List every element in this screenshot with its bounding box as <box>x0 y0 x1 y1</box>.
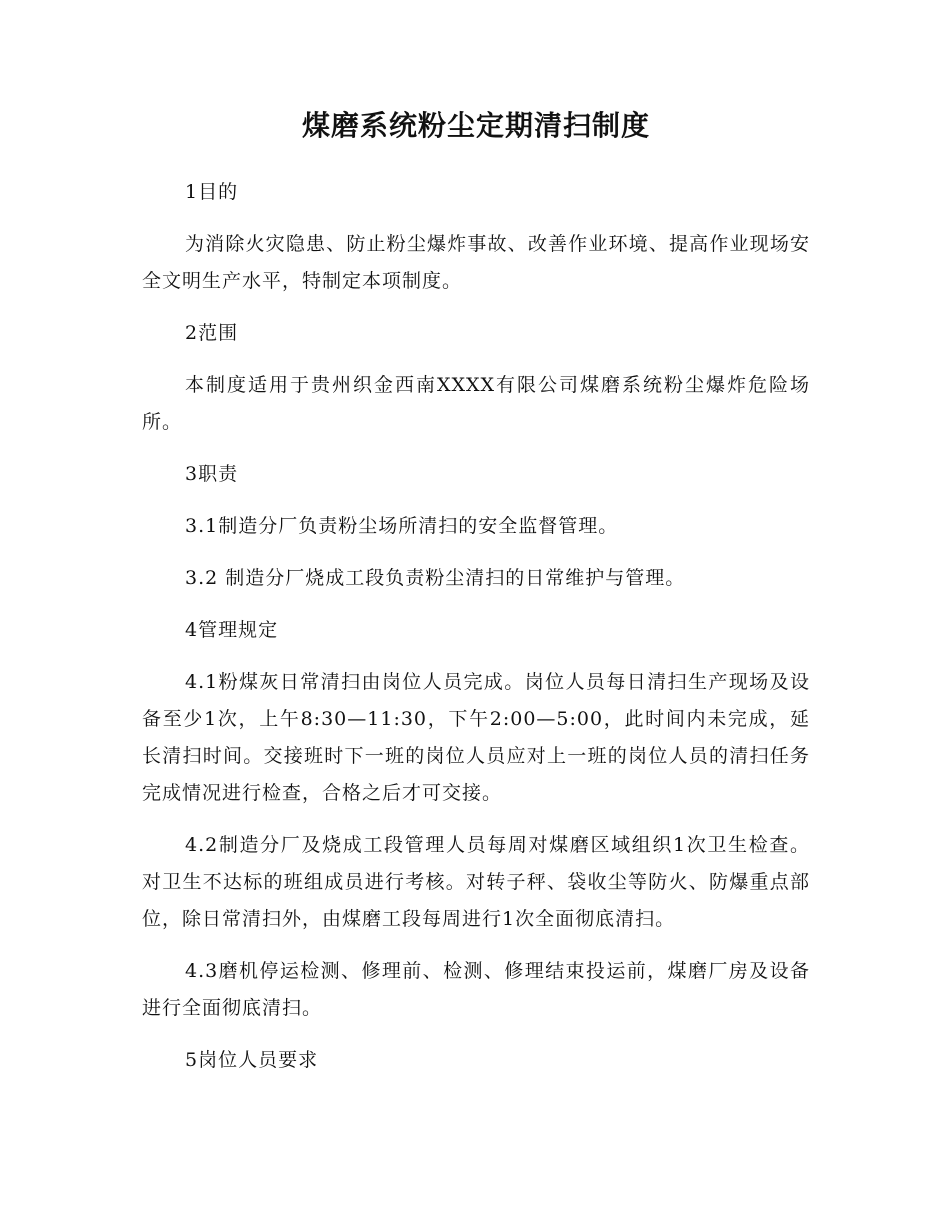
clause-4-2: 4.2制造分厂及烧成工段管理人员每周对煤磨区域组织1次卫生检查。对卫生不达标的班组成员进行考核。对转子秤、袋收尘等防火、防爆重点部位，除日常清扫外，由煤磨工段每周进行1次全面彻底清扫。 <box>142 834 810 931</box>
section-heading-management: 4管理规定 <box>185 619 279 642</box>
clause-4-1: 4.1粉煤灰日常清扫由岗位人员完成。岗位人员每日清扫生产现场及设备至少1次，上午8:30—11:30，下午2:00—5:00，此时间内未完成，延长清扫时间。交接班时下一班的岗位人员应对上一班的岗位人员的清扫任务完成情况进行检查，合格之后才可交接。 <box>142 671 810 805</box>
document-title: 煤磨系统粉尘定期清扫制度 <box>301 109 650 142</box>
section-heading-purpose: 1目的 <box>185 181 239 204</box>
section-heading-scope: 2范围 <box>185 322 239 345</box>
clause-3-1: 3.1制造分厂负责粉尘场所清扫的安全监督管理。 <box>185 515 619 538</box>
document-page <box>142 108 810 1094</box>
clause-4-3: 4.3磨机停运检测、修理前、检测、修理结束投运前，煤磨厂房及设备进行全面彻底清扫。 <box>142 960 810 1020</box>
paragraph-purpose: 为消除火灾隐患、防止粉尘爆炸事故、改善作业环境、提高作业现场安全文明生产水平，特制定本项制度。 <box>142 233 810 293</box>
section-heading-staff-requirements: 5岗位人员要求 <box>185 1049 319 1072</box>
paragraph-scope: 本制度适用于贵州织金西南XXXX有限公司煤磨系统粉尘爆炸危险场所。 <box>142 374 810 434</box>
clause-3-2: 3.2 制造分厂烧成工段负责粉尘清扫的日常维护与管理。 <box>185 567 686 590</box>
section-heading-responsibilities: 3职责 <box>185 463 239 486</box>
